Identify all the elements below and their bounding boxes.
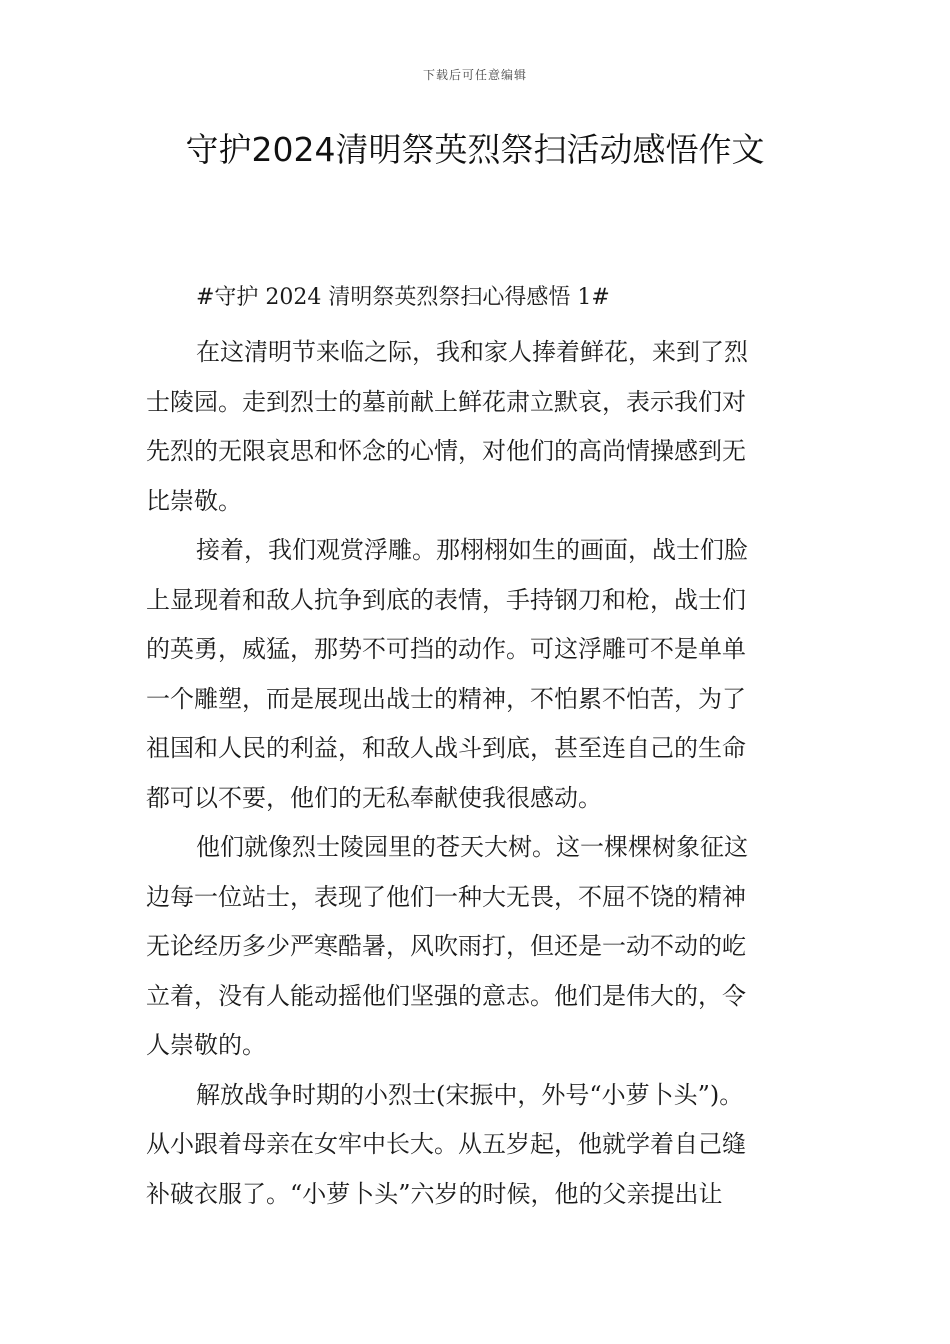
- paragraph-line: 在这清明节来临之际，我和家人捧着鲜花，来到了烈: [196, 338, 748, 366]
- paragraph-line: 一个雕塑，而是展现出战士的精神，不怕累不怕苦，为了: [146, 684, 746, 713]
- document-body: [146, 280, 816, 1219]
- paragraph-line: 都可以不要，他们的无私奉献使我很感动。: [146, 783, 602, 812]
- paragraph-line: 士陵园。走到烈士的墓前献上鲜花肃立默哀，表示我们对: [146, 387, 746, 416]
- paragraph-line: 解放战争时期的小烈士(宋振中，外号“小萝卜头”)。: [196, 1080, 744, 1109]
- page-title: 守护2024清明祭英烈祭扫活动感悟作文: [185, 130, 765, 169]
- paragraph-line: 接着，我们观赏浮雕。那栩栩如生的画面，战士们脸: [196, 536, 748, 564]
- paragraph-line: 补破衣服了。“小萝卜头”六岁的时候，他的父亲提出让: [146, 1179, 723, 1208]
- paragraph-line: 比崇敬。: [146, 486, 242, 515]
- paragraph-4: [146, 1071, 816, 1220]
- paragraph-line: 立着，没有人能动摇他们坚强的意志。他们是伟大的，令: [146, 981, 746, 1010]
- paragraph-line: 先烈的无限哀思和怀念的心情，对他们的高尚情操感到无: [146, 437, 746, 465]
- paragraph-line: 无论经历多少严寒酷暑，风吹雨打，但还是一动不动的屹: [146, 932, 746, 960]
- paragraph-line: 上显现着和敌人抗争到底的表情，手持钢刀和枪，战士们: [146, 585, 746, 614]
- paragraph-1: [146, 328, 816, 526]
- paragraph-line: 人崇敬的。: [146, 1031, 266, 1059]
- paragraph-line: 从小跟着母亲在女牢中长大。从五岁起，他就学着自己缝: [146, 1130, 746, 1158]
- paragraph-3: [146, 823, 816, 1071]
- paragraph-line: 边每一位站士，表现了他们一种大无畏，不屈不饶的精神: [146, 882, 746, 911]
- header-note: 下载后可任意编辑: [422, 68, 527, 82]
- paragraph-2: [146, 526, 816, 823]
- paragraph-line: 他们就像烈士陵园里的苍天大树。这一棵棵树象征这: [196, 833, 748, 861]
- section-heading: #守护 2024 清明祭英烈祭扫心得感悟 1#: [196, 285, 610, 310]
- paragraph-line: 的英勇，威猛，那势不可挡的动作。可这浮雕可不是单单: [146, 635, 746, 663]
- paragraph-line: 祖国和人民的利益，和敌人战斗到底，甚至连自己的生命: [146, 734, 746, 762]
